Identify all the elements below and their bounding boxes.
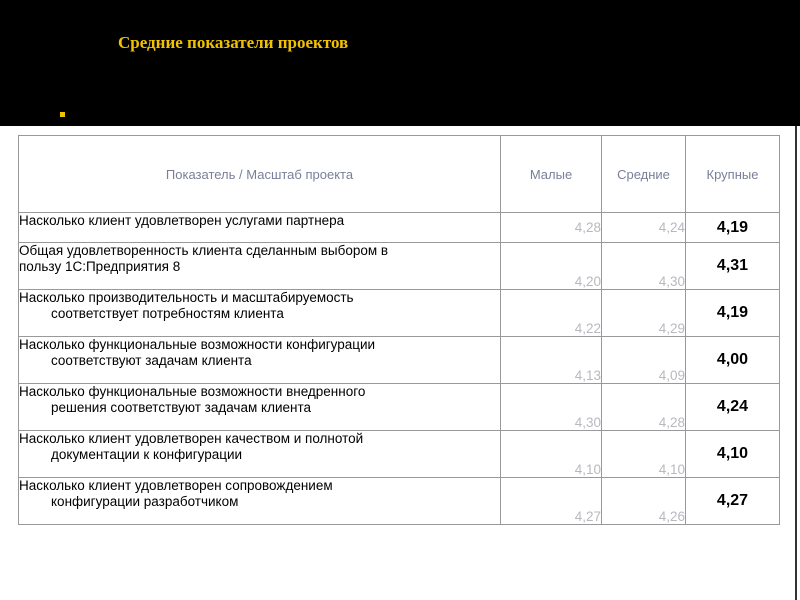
table-row xyxy=(19,478,780,525)
value-small: 4,27 xyxy=(501,478,602,525)
header-large: Крупные xyxy=(686,136,780,213)
value-small: 4,22 xyxy=(501,290,602,337)
value-medium: 4,10 xyxy=(602,431,686,478)
table-row xyxy=(19,213,780,243)
row-label xyxy=(19,290,501,337)
row-label xyxy=(19,243,501,290)
value-large: 4,31 xyxy=(686,243,780,290)
row-label xyxy=(19,431,501,478)
row-label xyxy=(19,337,501,384)
row-label-line2: документации к конфигурации xyxy=(51,447,243,462)
value-medium: 4,28 xyxy=(602,384,686,431)
value-large: 4,10 xyxy=(686,431,780,478)
header-indicator: Показатель / Масштаб проекта xyxy=(19,136,501,213)
value-small: 4,30 xyxy=(501,384,602,431)
slide-title: Средние показатели проектов xyxy=(118,33,349,52)
table-row xyxy=(19,290,780,337)
table-row xyxy=(19,431,780,478)
value-large: 4,19 xyxy=(686,290,780,337)
row-label xyxy=(19,213,501,243)
table-row xyxy=(19,384,780,431)
table-header-row xyxy=(19,136,780,213)
value-large: 4,19 xyxy=(686,213,780,243)
row-label-line1: Насколько функциональные возможности конфигурации xyxy=(19,337,376,352)
row-label-line2: соответствуют задачам клиента xyxy=(51,353,252,368)
slide-header-band xyxy=(0,0,800,126)
value-small: 4,10 xyxy=(501,431,602,478)
row-label-line1: Насколько функциональные возможности внедренного xyxy=(19,384,366,399)
row-label-line1: Насколько производительность и масштабируемость xyxy=(19,290,354,305)
row-label xyxy=(19,478,501,525)
bullet-icon xyxy=(60,112,65,117)
value-medium: 4,24 xyxy=(602,213,686,243)
value-medium: 4,30 xyxy=(602,243,686,290)
row-label-line2: соответствует потребностям клиента xyxy=(51,306,284,321)
table-row xyxy=(19,337,780,384)
value-small: 4,13 xyxy=(501,337,602,384)
value-medium: 4,09 xyxy=(602,337,686,384)
metrics-table xyxy=(18,135,780,525)
header-small: Малые xyxy=(501,136,602,213)
value-large: 4,24 xyxy=(686,384,780,431)
header-medium: Средние xyxy=(602,136,686,213)
row-label-line1: Насколько клиент удовлетворен услугами партнера xyxy=(19,213,345,228)
row-label-line2: решения соответствуют задачам клиента xyxy=(51,400,311,415)
value-large: 4,00 xyxy=(686,337,780,384)
row-label-line1: Насколько клиент удовлетворен сопровождением xyxy=(19,478,333,493)
table-row xyxy=(19,243,780,290)
row-label-line1: Насколько клиент удовлетворен качеством и полнотой xyxy=(19,431,364,446)
row-label xyxy=(19,384,501,431)
value-medium: 4,29 xyxy=(602,290,686,337)
row-label-line1: Общая удовлетворенность клиента сделанным выбором в xyxy=(19,243,389,258)
value-medium: 4,26 xyxy=(602,478,686,525)
value-small: 4,28 xyxy=(501,213,602,243)
slide-edge-divider xyxy=(795,126,797,600)
value-large: 4,27 xyxy=(686,478,780,525)
row-label-line2: конфигурации разработчиком xyxy=(51,494,239,509)
value-small: 4,20 xyxy=(501,243,602,290)
row-label-line2: пользу 1С:Предприятия 8 xyxy=(19,259,181,274)
